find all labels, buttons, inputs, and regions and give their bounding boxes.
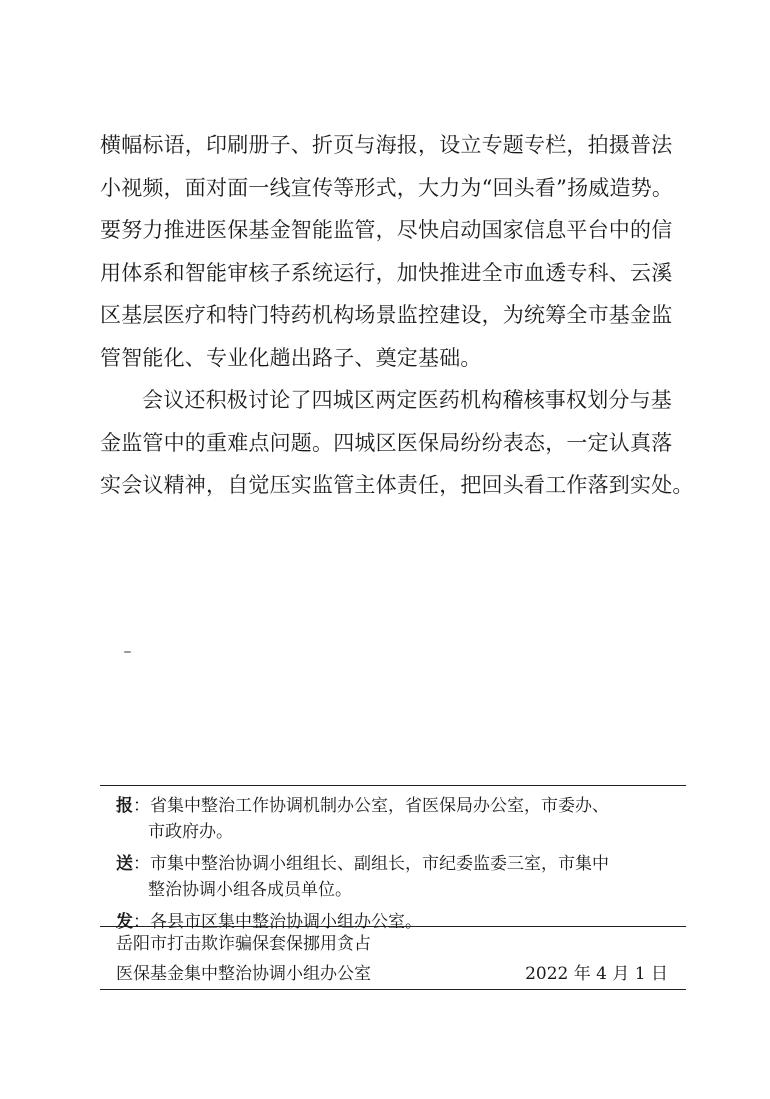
scan-speck	[124, 651, 131, 653]
issue-label: 发	[116, 912, 133, 932]
issue-recipients: ：各县市区集中整治协调小组办公室。	[133, 912, 422, 932]
body-line-7: 会议还积极讨论了四城区两定医药机构稽核事权划分与基	[142, 388, 672, 412]
body-line-8: 金监管中的重难点问题。四城区医保局纷纷表态，一定认真落	[100, 430, 673, 455]
body-line-1: 横幅标语，印刷册子、折页与海报，设立专题专栏，拍摄普法	[100, 133, 673, 157]
send-row	[116, 851, 676, 877]
report-row	[116, 793, 676, 819]
body-line-3: 要努力推进医保基金智能监管，尽快启动国家信息平台中的信	[100, 218, 673, 242]
body-line-4: 用体系和智能审核子系统运行，加快推进全市血透专科、云溪	[100, 260, 673, 285]
send-row-cont: 整治协调小组各成员单位。	[148, 880, 352, 900]
issuing-org-row	[116, 959, 676, 989]
distribution-block	[116, 793, 676, 935]
footer-bottom-rule	[100, 989, 686, 990]
issue-date: 2022 年 4 月 1 日	[525, 964, 668, 984]
footer-block	[116, 929, 676, 989]
body-line-5: 区基层医疗和特门特药机构场景监控建设，为统筹全市基金监	[100, 303, 673, 327]
body-line-9: 实会议精神，自觉压实监管主体责任，把回头看工作落到实处。	[100, 473, 694, 497]
report-label: 报	[116, 796, 133, 816]
send-label: 送	[116, 854, 133, 874]
issuing-org-line1: 岳阳市打击欺诈骗保套保挪用贪占	[116, 934, 371, 954]
issuing-org-line2: 医保基金集中整治协调小组办公室	[116, 964, 371, 984]
body-line-2: 小视频，面对面一线宣传等形式，大力为“回头看”扬威造势。	[100, 175, 674, 200]
distribution-top-rule	[100, 785, 686, 786]
report-recipients: ：省集中整治工作协调机制办公室，省医保局办公室，市委办、	[133, 796, 609, 816]
send-recipients: ：市集中整治协调小组组长、副组长，市纪委监委三室，市集中	[133, 854, 609, 874]
body-line-6: 管智能化、专业化趟出路子、奠定基础。	[100, 345, 482, 370]
distribution-bottom-rule	[100, 926, 686, 927]
report-row-cont: 市政府办。	[148, 822, 233, 842]
body-text	[100, 124, 700, 507]
